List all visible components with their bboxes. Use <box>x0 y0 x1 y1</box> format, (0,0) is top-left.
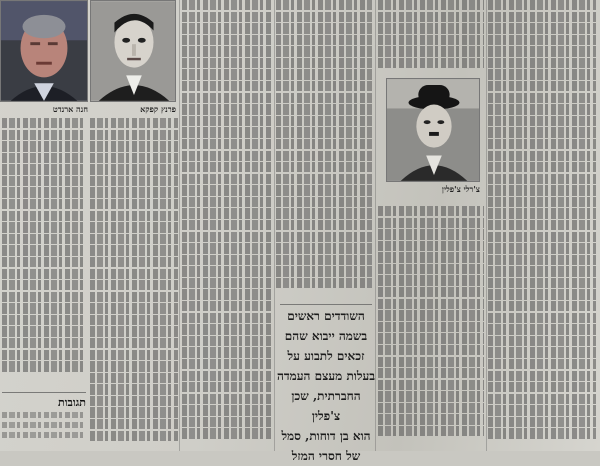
responses-divider <box>2 392 86 393</box>
column-rule <box>274 0 275 451</box>
column-rule <box>375 0 376 451</box>
kafka-caption: פרנץ קפקא <box>140 104 176 114</box>
kafka-portrait-image <box>91 1 175 101</box>
article-column-2 <box>90 118 178 448</box>
pullquote-line-1: השודדים ראשים <box>287 309 365 323</box>
pullquote-line-3: זכאים לתבוע על <box>287 349 365 363</box>
article-column-5-top <box>378 0 484 74</box>
column-rule <box>179 0 180 451</box>
article-column-5-bottom <box>378 206 484 448</box>
responses-list <box>2 412 86 448</box>
pullquote-line-5: החברתית, שכן צ'פלין <box>291 389 361 423</box>
responses-title: תגובות <box>58 396 86 409</box>
article-column-4 <box>276 0 372 300</box>
pullquote-line-7: של חסרי המזל <box>291 449 361 463</box>
pullquote-line-4: בעלות מעצם העמדה <box>276 369 376 383</box>
article-column-6 <box>488 0 596 448</box>
chaplin-portrait-image <box>387 79 479 181</box>
portrait-photo-left <box>0 0 88 102</box>
left-portrait-caption: חנה ארנדט <box>52 104 88 114</box>
column-rule <box>486 0 487 451</box>
article-column-3 <box>182 0 272 448</box>
pullquote-line-2: בשמה ייבוא שהם <box>284 329 368 343</box>
chaplin-photo <box>386 78 480 182</box>
chaplin-caption: צ'רלי צ'פלין <box>441 184 480 194</box>
portrait-image-left <box>1 1 87 101</box>
pullquote <box>276 306 376 463</box>
pullquote-top-rule <box>280 304 372 305</box>
kafka-photo <box>90 0 176 102</box>
article-column-1 <box>2 118 86 386</box>
pullquote-line-6: הוא בן דוחות, סמל <box>281 429 371 443</box>
